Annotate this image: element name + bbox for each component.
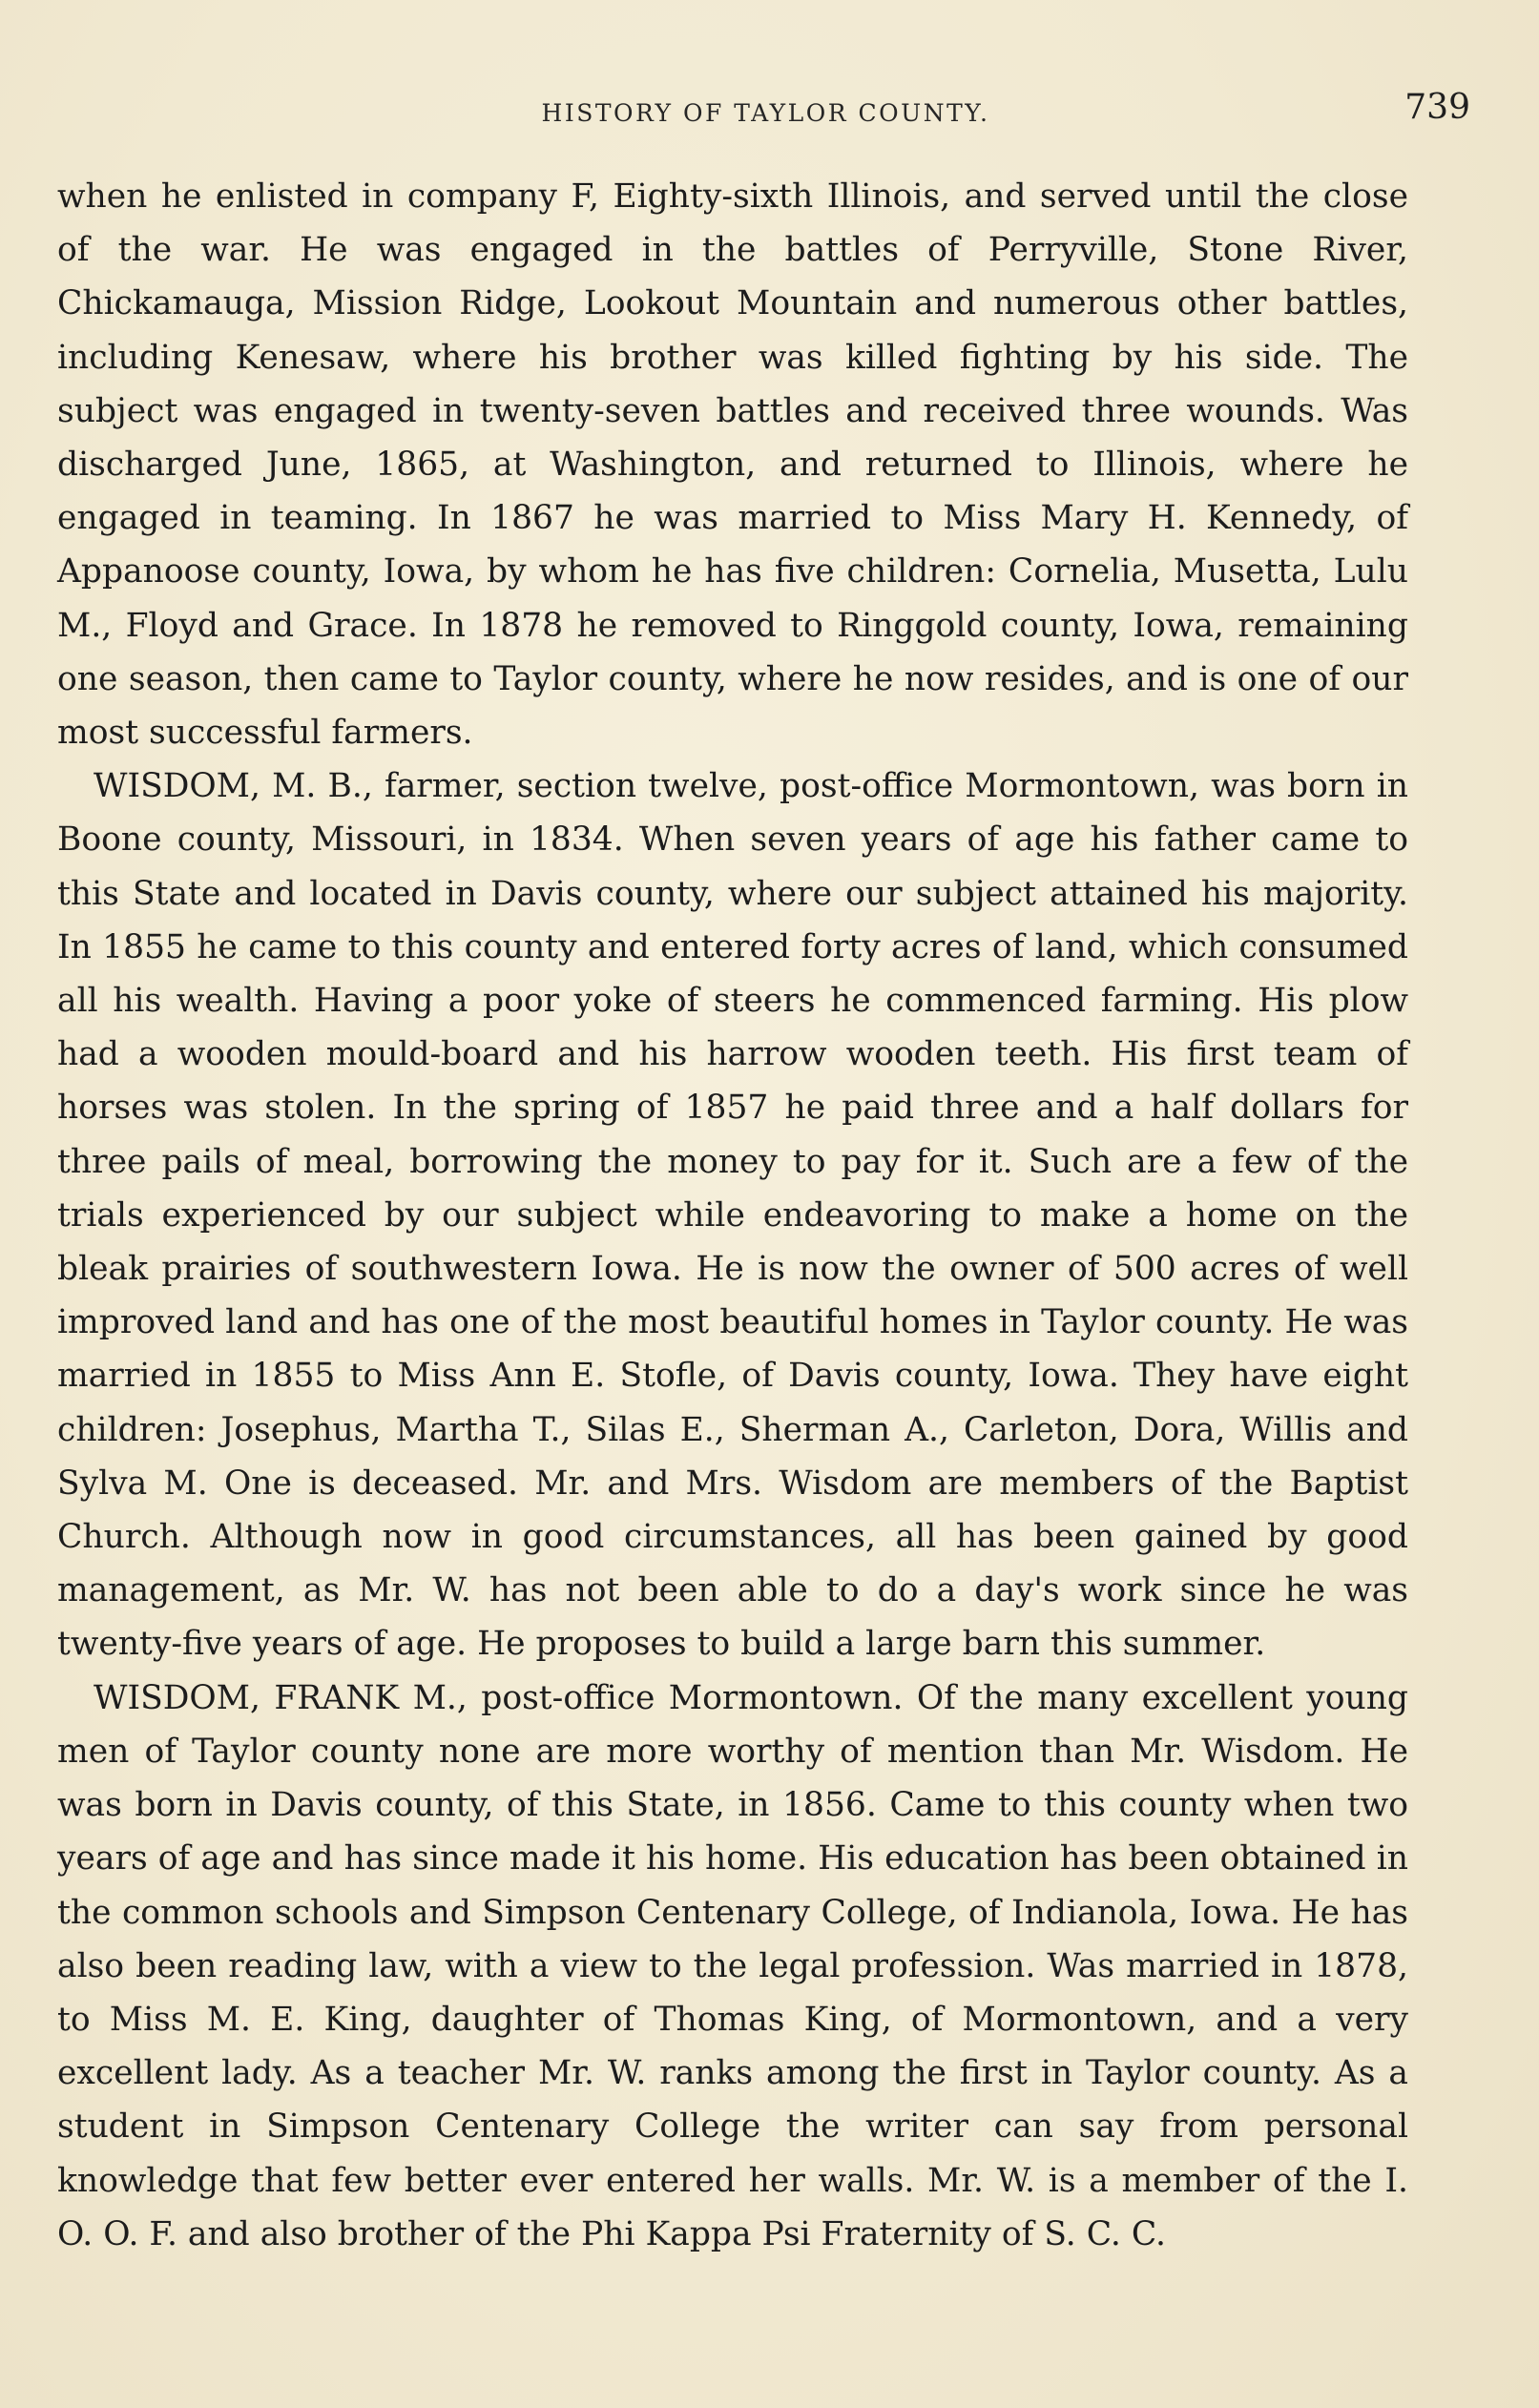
body-text bbox=[57, 170, 1408, 2261]
page-number: 739 bbox=[1404, 88, 1470, 127]
paragraph-wisdom-frank: WISDOM, FRANK M., post-office Mormontown. Of the many excellent young men of Taylor county none are more worthy of mention than Mr. Wisdom. He was born in Davis county, of this State, in 1856. Came to this county when two years of age and has since made it his home. His education has been obtained in the common schools and Simpson Centenary College, of Indianola, Iowa. He has also been reading law, with a view to the legal profession. Was married in 1878, to Miss M. E. King, daughter of Thomas King, of Mormontown, and a very excellent lady. As a teacher Mr. W. ranks among the first in Taylor county. As a student in Simpson Centenary College the writer can say from personal knowledge that few better ever entered her walls. Mr. W. is a member of the I. O. O. F. and also brother of the Phi Kappa Psi Fraternity of S. C. C. bbox=[57, 1678, 1408, 2253]
paragraph-continued: when he enlisted in company F, Eighty-sixth Illinois, and served until the close of the war. He was engaged in the battles of Perryville, Stone River, Chickamauga, Mission Ridge, Lookout Mountain and numerous other battles, including Kenesaw, where his brother was killed fighting by his side. The subject was engaged in twenty-seven battles and received three wounds. Was discharged June, 1865, at Washington, and returned to Illinois, where he engaged in teaming. In 1867 he was married to Miss Mary H. Kennedy, of Appanoose county, Iowa, by whom he has five children: Cornelia, Musetta, Lulu M., Floyd and Grace. In 1878 he removed to Ringgold county, Iowa, remaining one season, then came to Taylor county, where he now resides, and is one of our most successful farmers. bbox=[57, 177, 1408, 753]
running-head: HISTORY OF TAYLOR COUNTY. bbox=[541, 99, 990, 127]
paragraph-wisdom-mb: WISDOM, M. B., farmer, section twelve, post-office Mormontown, was born in Boone county, Missouri, in 1834. When seven years of age his father came to this State and located in Davis county, where our subject attained his majority. In 1855 he came to this county and entered forty acres of land, which consumed all his wealth. Having a poor yoke of steers he commenced farming. His plow had a wooden mould-board and his harrow wooden teeth. His first team of horses was stolen. In the spring of 1857 he paid three and a half dollars for three pails of meal, borrowing the money to pay for it. Such are a few of the trials experienced by our subject while endeavoring to make a home on the bleak prairies of southwestern Iowa. He is now the owner of 500 acres of well improved land and has one of the most beautiful homes in Taylor county. He was married in 1855 to Miss Ann E. Stofle, of Davis county, Iowa. They have eight children: Josephus, Martha T., Silas E., Sherman A., Carleton, Dora, Willis and Sylva M. One is deceased. Mr. and Mrs. Wisdom are members of the Baptist Church. Although now in good circumstances, all has been gained by good management, as Mr. W. has not been able to do a day's work since he was twenty-five years of age. He proposes to build a large barn this summer. bbox=[57, 767, 1408, 1664]
page-header bbox=[61, 88, 1470, 145]
